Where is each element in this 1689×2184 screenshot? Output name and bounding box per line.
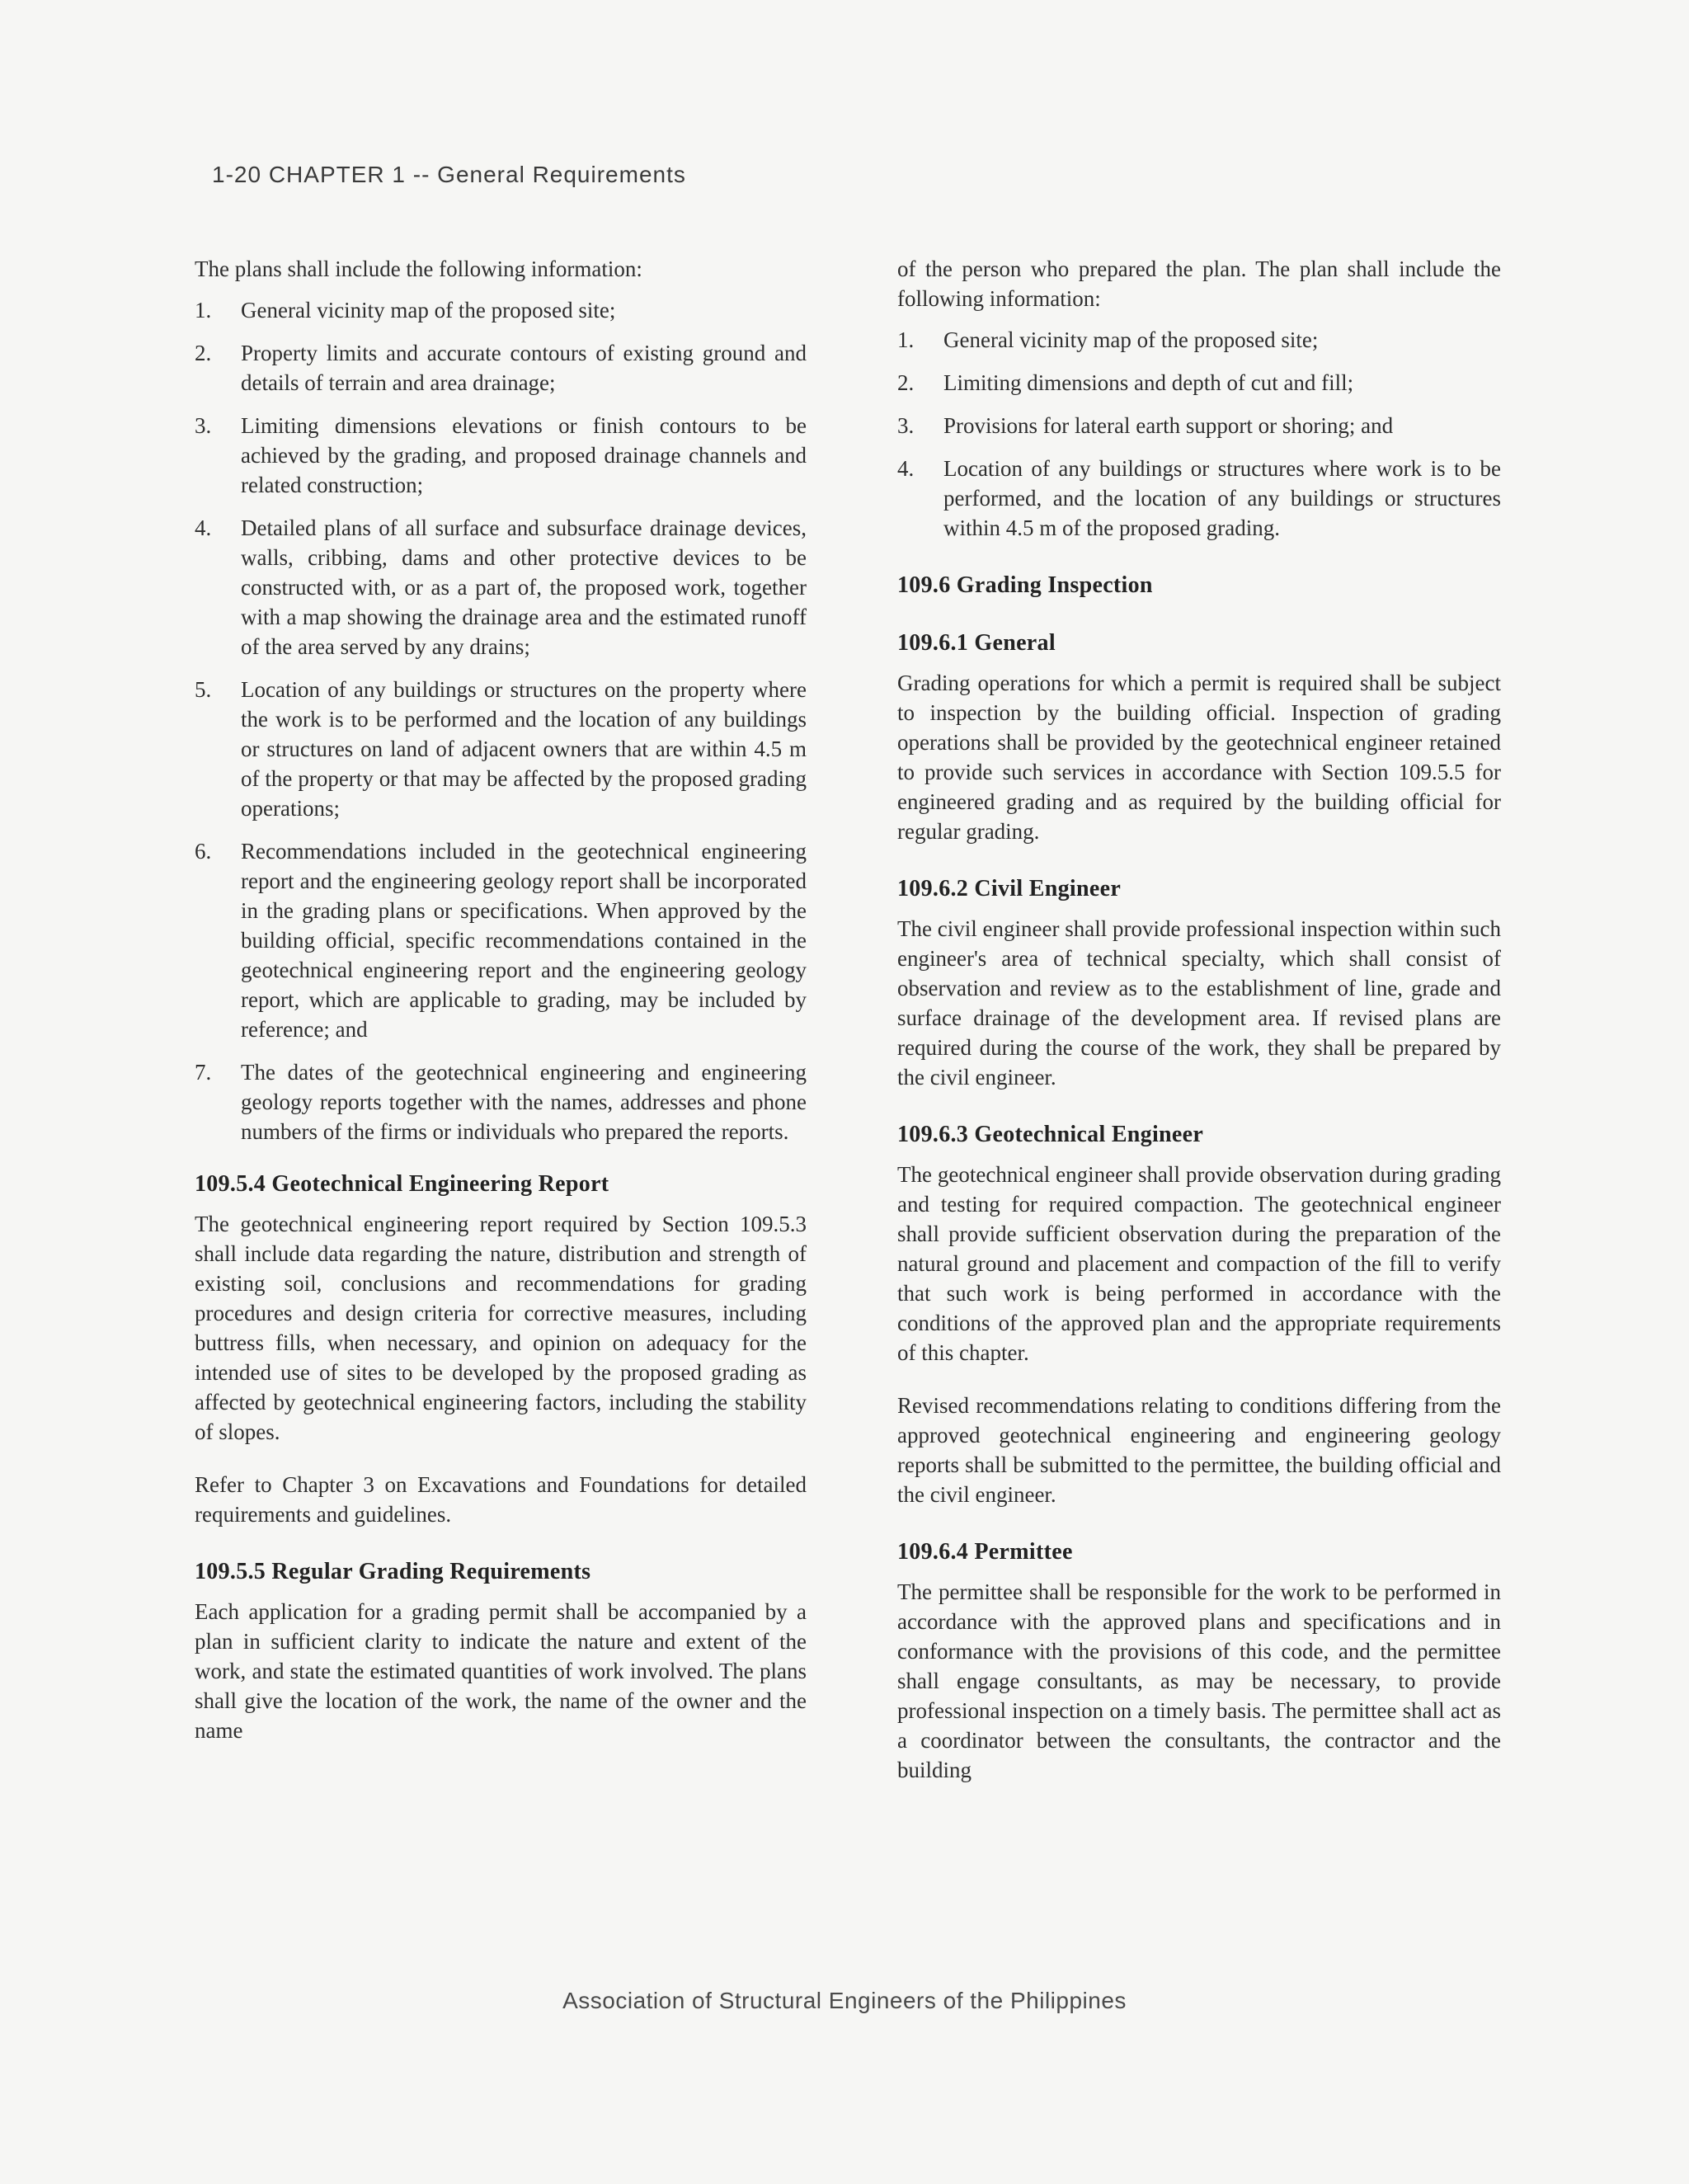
subsection-heading: 109.6.2 Civil Engineer [897,876,1122,901]
subsection-heading: 109.6.1 General [897,630,1056,656]
paragraph: The geotechnical engineering report required by Section 109.5.3 shall include data regarding the nature, distribution and strength of existing soil, conclusions and recommendations for grading procedures and design criteria for corrective measures, including buttress fills, when necessary, and opinion on adequacy for the intended use of sites to be developed by the proposed grading as affected by geotechnical engineering factors, including the stability of slopes. [195,1212,807,1444]
paragraph: Refer to Chapter 3 on Excavations and Foundations for detailed requirements and guidelines. [195,1472,807,1527]
paragraph: The permittee shall be responsible for the work to be performed in accordance with the approved plans and specifications and in conformance with the provisions of this code, and the permittee shall engage consultants, as may be necessary, to provide professional inspection on a timely basis. The permittee shall act as a coordinator between the consultants, the contractor and the building [897,1579,1501,1782]
right-column [897,254,1501,1808]
list-item: 1. General vicinity map of the proposed site; [195,298,616,322]
list-item: 4. Location of any buildings or structures where work is to be performed, and the location of any buildings or structures within 4.5 m of the proposed grading. [897,456,1501,540]
section-heading: 109.6 Grading Inspection [897,572,1153,598]
running-header: 1-20 CHAPTER 1 -- General Requirements [212,162,686,187]
section-heading: 109.5.4 Geotechnical Engineering Report [195,1171,609,1197]
left-column [195,254,807,1768]
list-item: 6. Recommendations included in the geotechnical engineering report and the engineering geology report shall be incorporated in the grading plans or specifications. When approved by the building official, specific recommendations contained in the geotechnical engineering report and the engineering geology report, which are applicable to grading, may be included by reference; and [195,839,807,1042]
list-item: 1. General vicinity map of the proposed site; [897,327,1319,352]
list-item: 3. Provisions for lateral earth support or shoring; and [897,413,1394,438]
list-item: 2. Property limits and accurate contours of existing ground and details of terrain and area drainage; [195,341,807,395]
subsection-heading: 109.6.3 Geotechnical Engineer [897,1122,1204,1147]
plan-info-list [195,295,807,1146]
paragraph: Grading operations for which a permit is required shall be subject to inspection by the building official. Inspection of grading operations shall be provided by the geotechnical engineer retained to provide such services in accordance with Section 109.5.5 for engineered grading and as required by the building official for regular grading. [897,671,1501,844]
paragraph: The civil engineer shall provide professional inspection within such engineer's area of technical specialty, which shall consist of observation and review as to the establishment of line, grade and surface drainage of the development area. If revised plans are required during the course of the work, they shall be prepared by the civil engineer. [897,916,1501,1090]
paragraph: The geotechnical engineer shall provide observation during grading and testing for required compaction. The geotechnical engineer shall provide sufficient observation during the preparation of the natural ground and placement and compaction of the fill to verify that such work is being performed in accordance with the conditions of the approved plan and the appropriate requirements of this chapter. [897,1162,1501,1365]
section-heading: 109.5.5 Regular Grading Requirements [195,1559,591,1584]
paragraph: Each application for a grading permit shall be accompanied by a plan in sufficient clarity to indicate the nature and extent of the work, and state the estimated quantities of work involved. The plans shall give the location of the work, the name of the owner and the name [195,1599,807,1743]
continued-text: of the person who prepared the plan. The plan shall include the following information: [897,257,1501,311]
subsection-heading: 109.6.4 Permittee [897,1539,1073,1565]
list-item: 7. The dates of the geotechnical engineering and engineering geology reports together with the names, addresses and phone numbers of the firms or individuals who prepared the reports. [195,1060,807,1144]
plan-info-list-short [897,325,1501,543]
list-item: 3. Limiting dimensions elevations or finish contours to be achieved by the grading, and proposed drainage channels and related construction; [195,413,807,497]
paragraph: Revised recommendations relating to conditions differing from the approved geotechnical engineering and engineering geology reports shall be submitted to the permittee, the building official and the civil engineer. [897,1393,1501,1507]
list-item: 4. Detailed plans of all surface and subsurface drainage devices, walls, cribbing, dams and other protective devices to be constructed with, or as a part of, the proposed work, together with a map showing the drainage area and the estimated runoff of the area served by any drains; [195,515,807,659]
running-footer: Association of Structural Engineers of the Philippines [562,1988,1127,2013]
list-item: 5. Location of any buildings or structures on the property where the work is to be performed and the location of any buildings or structures on land of adjacent owners that are within 4.5 m of the property or that may be affected by the proposed grading operations; [195,677,807,821]
list-item: 2. Limiting dimensions and depth of cut and fill; [897,370,1354,395]
intro-text: The plans shall include the following information: [195,257,642,281]
